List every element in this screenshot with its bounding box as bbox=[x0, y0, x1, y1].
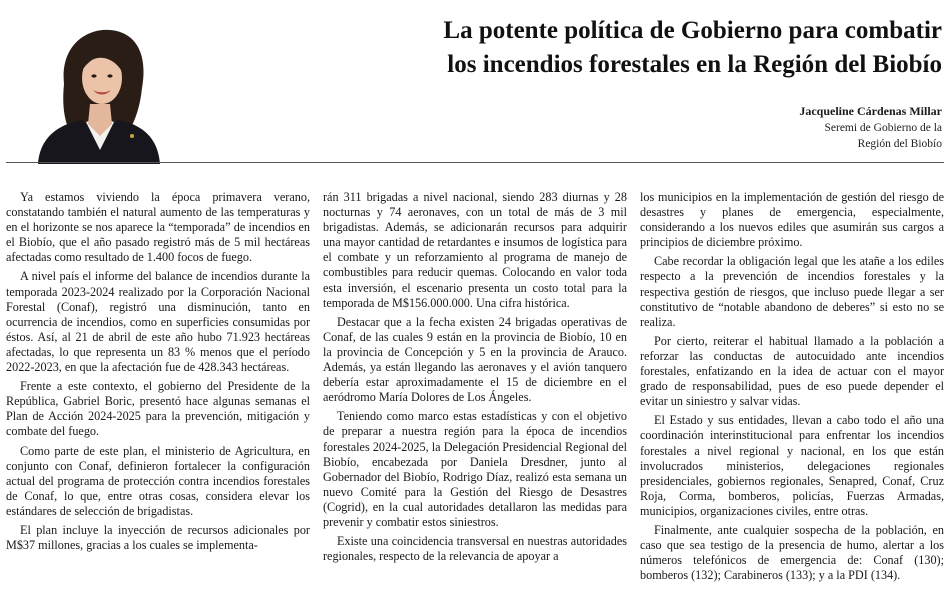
headline bbox=[180, 14, 942, 82]
paragraph: Como parte de este plan, el ministerio de Agricultura, en conjunto con Conaf, definieron fortalecer la configuración actual del programa de protección contra incendios forestales de Conaf, lo que, entre otras cosas, considera elevar los estándares de selección de brigadistas. bbox=[6, 443, 310, 518]
paragraph: Frente a este contexto, el gobierno del Presidente de la República, Gabriel Boric, presentó hace algunas semanas el Plan de Acción 2024-2025 para la prevención, mitigación y combate del fuego. bbox=[6, 379, 310, 439]
paragraph: A nivel país el informe del balance de incendios durante la temporada 2023-2024 realizado por la Corporación Nacional Forestal (Conaf), registró una disminución, tanto en ocurrencia de incendios, como en superficies consumidas por éstos. Así, al 21 de abril de este año hubo 71.923 hectáreas afectadas, lo que representa un 83 % menos que el período 2022-2023, en que la afectación fue de 428.343 hectáreas. bbox=[6, 269, 310, 375]
header-divider bbox=[6, 162, 944, 163]
paragraph: Existe una coincidencia transversal en nuestras autoridades regionales, respecto de la relevancia de apoyar a bbox=[323, 534, 627, 564]
author-name: Jacqueline Cárdenas Millar bbox=[799, 104, 942, 118]
paragraph: Finalmente, ante cualquier sospecha de la población, en caso que sea testigo de la presencia de humo, alertar a los números telefónicos de emergencia de: Conaf (130); bomberos (132); Carabineros (133); y a la PDI (134). bbox=[640, 522, 944, 583]
paragraph: Por cierto, reiterar el habitual llamado a la población a reforzar las conductas de autocuidado ante incendios forestales, enfatizando en la idea de actuar con el mayor grado de responsabilidad, pues de eso puede depender el evitar un siniestro y salvar vidas. bbox=[640, 333, 944, 409]
author-role-line-2: Región del Biobío bbox=[857, 138, 942, 150]
headline-line-1: La potente política de Gobierno para combatir bbox=[443, 17, 942, 44]
byline bbox=[799, 103, 942, 152]
paragraph: Ya estamos viviendo la época primavera verano, constatando también el natural aumento de las temperaturas y en el horizonte se nos aparece la “temporada” de incendios en el Biobío, que el año pasado registró más de 5 mil hectáreas afectadas como resultado de 1.400 focos de fuego. bbox=[6, 190, 310, 265]
headline-line-2: los incendios forestales en la Región del Biobío bbox=[447, 51, 942, 78]
paragraph: El plan incluye la inyección de recursos adicionales por M$37 millones, gracias a los cuales se implementa- bbox=[6, 522, 310, 553]
author-photo bbox=[30, 24, 166, 164]
paragraph: El Estado y sus entidades, llevan a cabo todo el año una coordinación interinstitucional para enfrentar los incendios forestales a nivel regional y nacional, en los que están involucrados ministerios, delegaciones regionales presidenciales, gobiernos regionales, Senapred, Conaf, Cruz Roja, Corma, bomberos, policías, Fuerzas Armadas, municipios, organizaciones civiles, entre otras. bbox=[640, 413, 944, 518]
paragraph: rán 311 brigadas a nivel nacional, siendo 283 diurnas y 28 nocturnas y 74 aeronaves, con un total de más de 3 mil brigadistas. Además, se adicionarán recursos para adquirir una mayor cantidad de retardantes e insumos de logística para el combate y un reforzamiento al programa de manejo de combustibles para reducir quemas. Colocando en valor toda esta inversión, el escenario presenta un costo total para la temporada de M$156.000.000. Una cifra histórica. bbox=[323, 190, 627, 310]
author-portrait-illustration bbox=[30, 24, 166, 164]
column-3 bbox=[640, 190, 944, 602]
column-1 bbox=[6, 190, 310, 602]
paragraph: los municipios en la implementación de gestión del riesgo de desastres y planes de emergencia, especialmente, considerando a los nuevos ediles que asumirán sus cargos a principios de diciembre próximo. bbox=[640, 190, 944, 250]
article-body bbox=[6, 190, 944, 602]
author-role-line-1: Seremi de Gobierno de la bbox=[824, 122, 942, 134]
paragraph: Cabe recordar la obligación legal que les atañe a los ediles respecto a la prevención de incendios forestales y la respectiva gestión de riesgos, que incluso puede llegar a ser constitutivo de “notable abandono de deberes” si esto no se realiza. bbox=[640, 254, 944, 329]
paragraph: Destacar que a la fecha existen 24 brigadas operativas de Conaf, de las cuales 9 están en la provincia de Biobío, 10 en la provincia de Concepción y 5 en la provincia de Arauco. Además, ya están llegando las aeronaves y el avión tanquero debería estar aproximadamente el 15 de diciembre en el aeródromo María Dolores de Los Ángeles. bbox=[323, 314, 627, 405]
paragraph: Teniendo como marco estas estadísticas y con el objetivo de preparar a nuestra región para la época de incendios forestales 2024-2025, la Delegación Presidencial Regional del Biobío, encabezada por Daniela Dresdner, junto al Gobernador del Biobío, Rodrigo Díaz, realizó esta semana un nuevo Comité para la Gestión del Riesgo de Desastres (Cogrid), en la cual autoridades detallaron las medidas para prevenir y combatir estos siniestros. bbox=[323, 409, 627, 529]
column-2 bbox=[323, 190, 627, 602]
